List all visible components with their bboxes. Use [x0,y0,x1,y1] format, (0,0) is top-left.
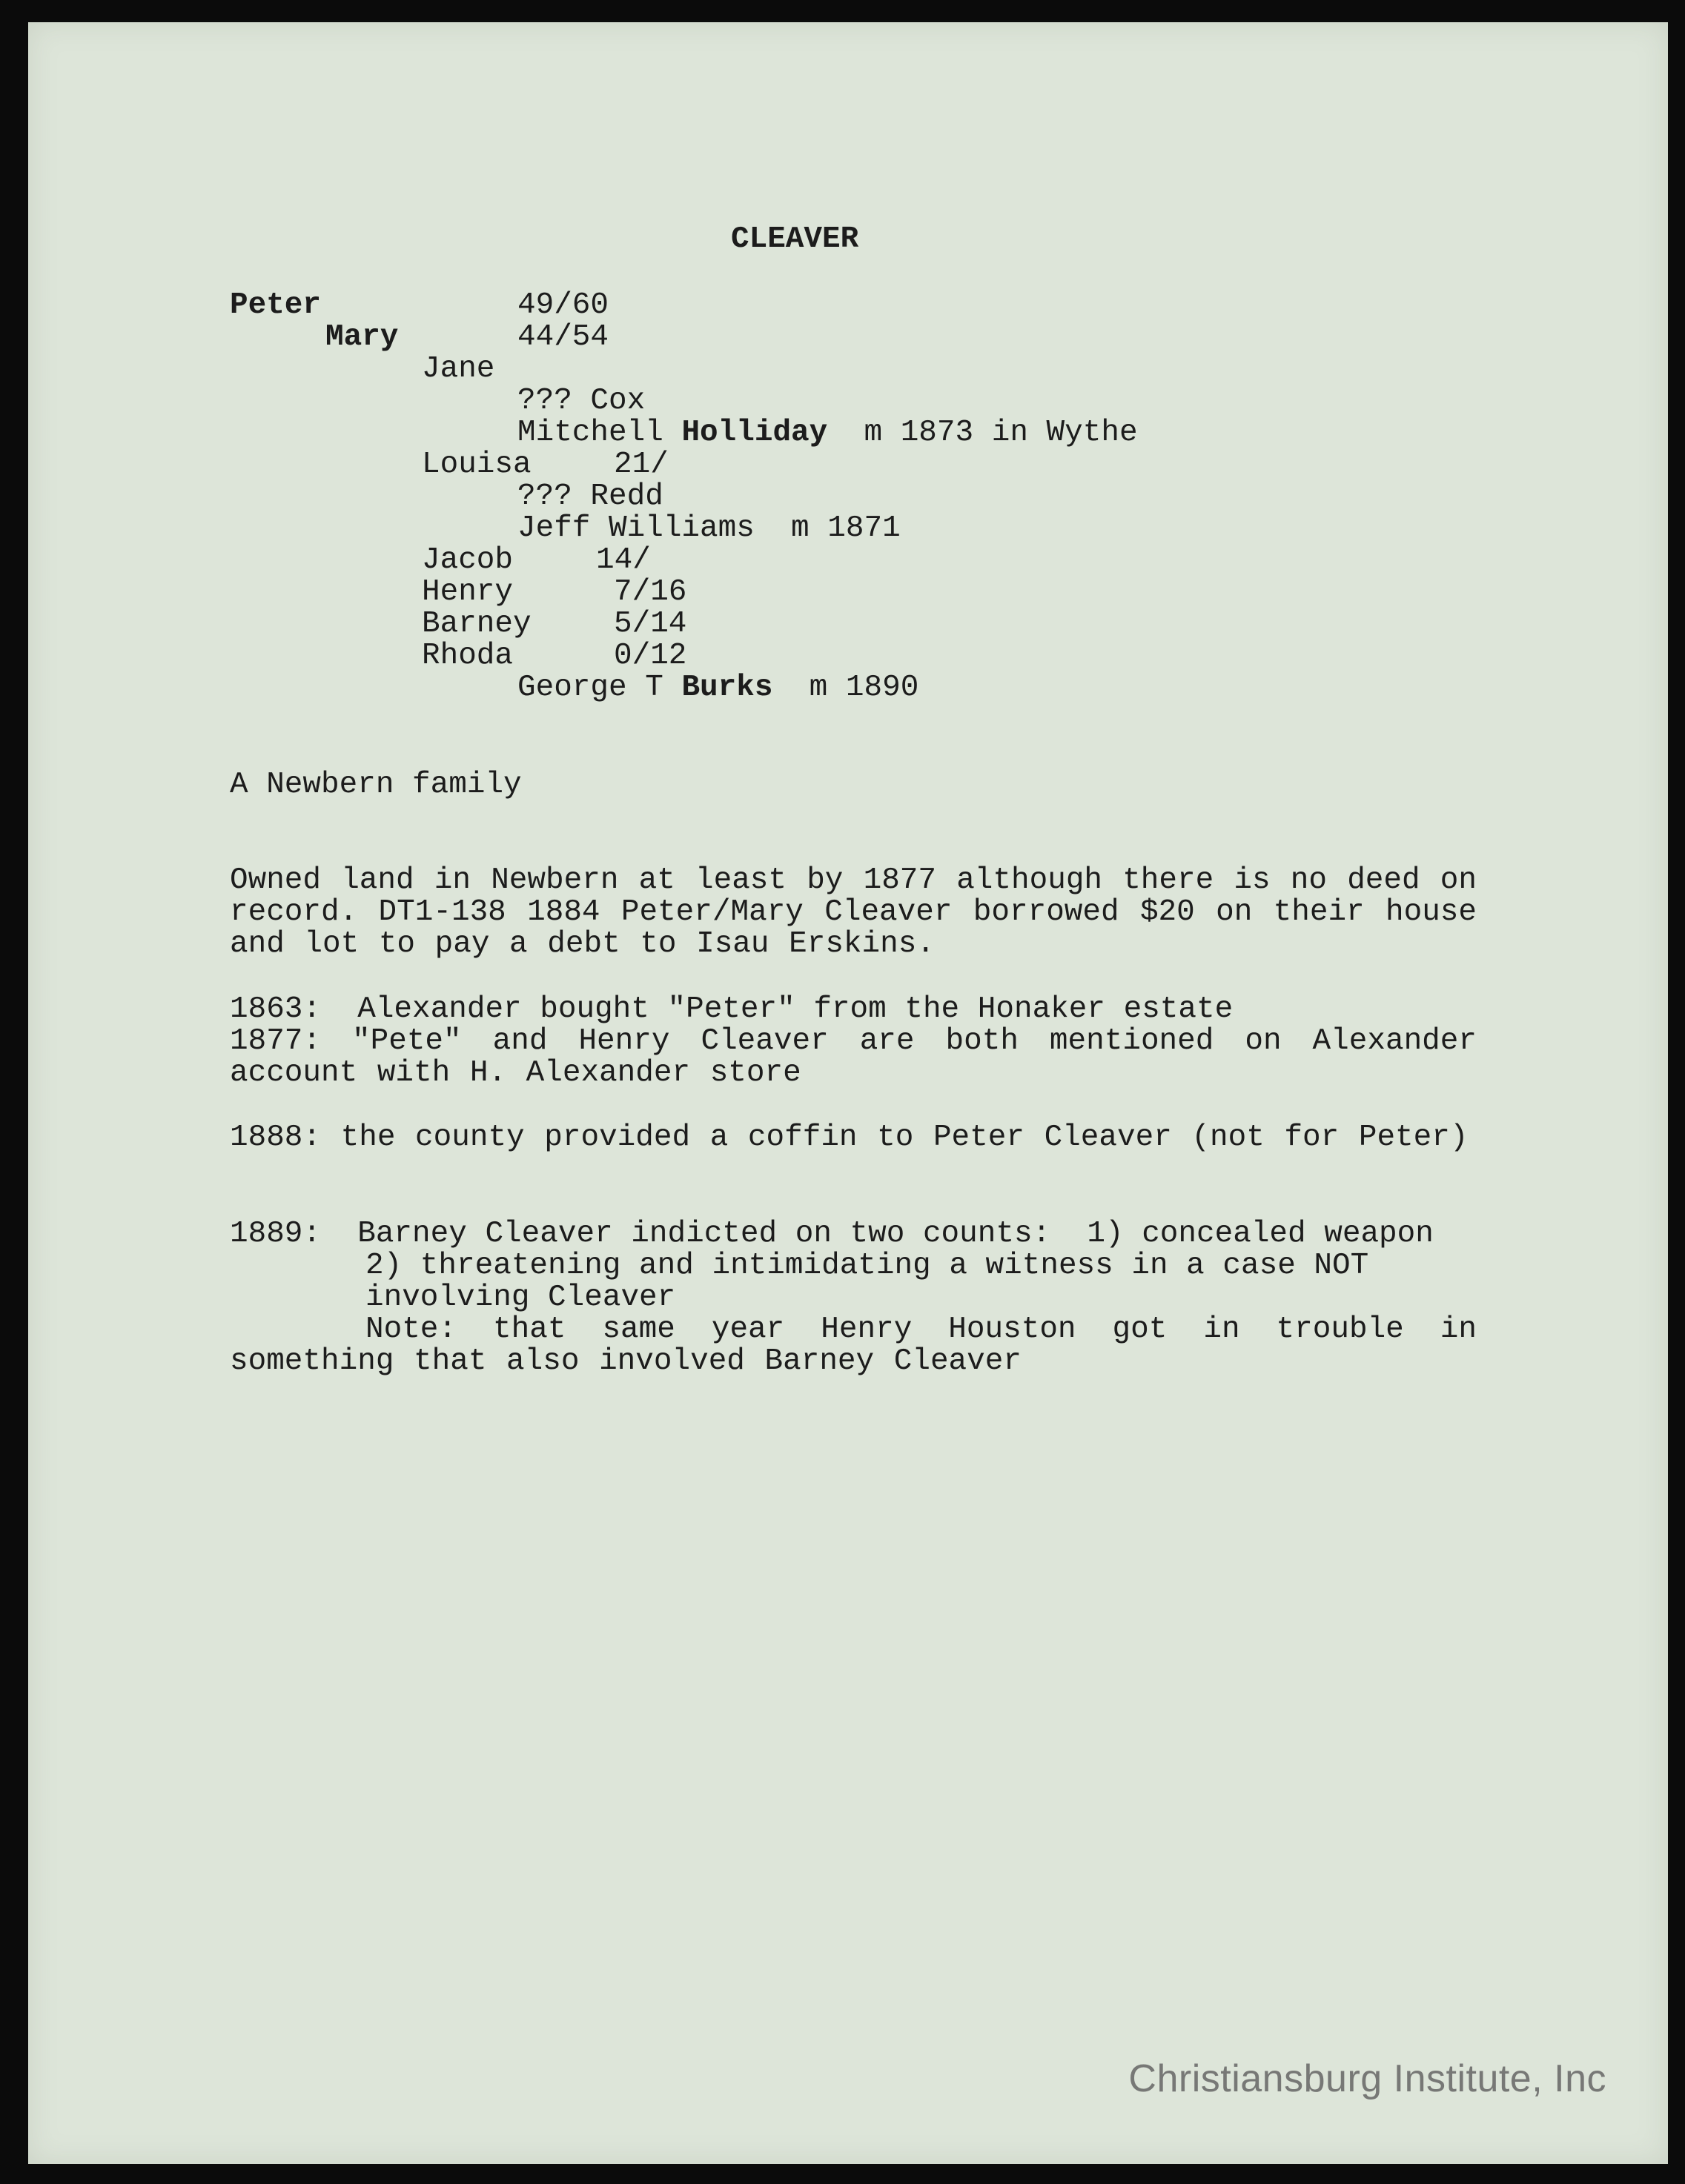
spouse-surname: Burks [681,671,773,705]
child-age: 7/16 [614,575,687,609]
spouse-entry: ??? Redd [517,479,663,514]
event-1863: 1863: Alexander bought "Peter" from the Honaker estate [230,992,1234,1026]
mother-name: Mary [325,320,399,354]
child-name: Jane [422,352,495,386]
event-1888: 1888: the county provided a coffin to Peter Cleaver (not for Peter) [230,1121,1469,1155]
event-1877: 1877: "Pete" and Henry Cleaver are both mentioned on Alexander account with H. Alexander store [230,1024,1477,1090]
marriage-note: m 1890 [772,671,919,705]
child-name: Louisa [422,448,532,482]
event-1889: 1889: Barney Cleaver indicted on two counts: 1) concealed weapon [230,1217,1434,1251]
spouse-surname: Holliday [681,416,828,450]
family-tagline: A Newbern family [230,768,522,802]
spouse-entry [517,417,1138,449]
child-name: Rhoda [422,639,514,673]
father-age: 49/60 [517,288,609,322]
child-age: 5/14 [614,607,687,641]
watermark: Christiansburg Institute, Inc [1128,2057,1606,2100]
spouse-entry [517,672,918,704]
spouse-given-name: George T [517,671,682,705]
spouse-entry: Jeff Williams m 1871 [517,511,901,545]
spouse-entry: ??? Cox [517,384,646,418]
child-name: Henry [422,575,514,609]
child-age: 14/ [596,543,651,577]
child-age: 0/12 [614,639,687,673]
land-paragraph: Owned land in Newbern at least by 1877 although there is no deed on record. DT1-138 1884 Peter/Mary Cleaver borrowed $20 on their house and lot to pay a debt to Isau Erskins. [230,863,1477,961]
event-1889-count: involving Cleaver [365,1281,676,1315]
spouse-given-name: Mitchell [517,416,682,450]
event-1889-count: 2) threatening and intimidating a witness in a case NOT [365,1249,1369,1283]
mother-age: 44/54 [517,320,609,354]
marriage-note: m 1873 in Wythe [827,416,1138,450]
child-name: Barney [422,607,532,641]
father-name: Peter [230,288,322,322]
child-age: 21/ [614,448,669,482]
event-1889-note: Note: that same year Henry Houston got in trouble in something that also involved Barney Cleaver [230,1312,1477,1378]
child-name: Jacob [422,543,514,577]
page-title: CLEAVER [731,222,859,256]
